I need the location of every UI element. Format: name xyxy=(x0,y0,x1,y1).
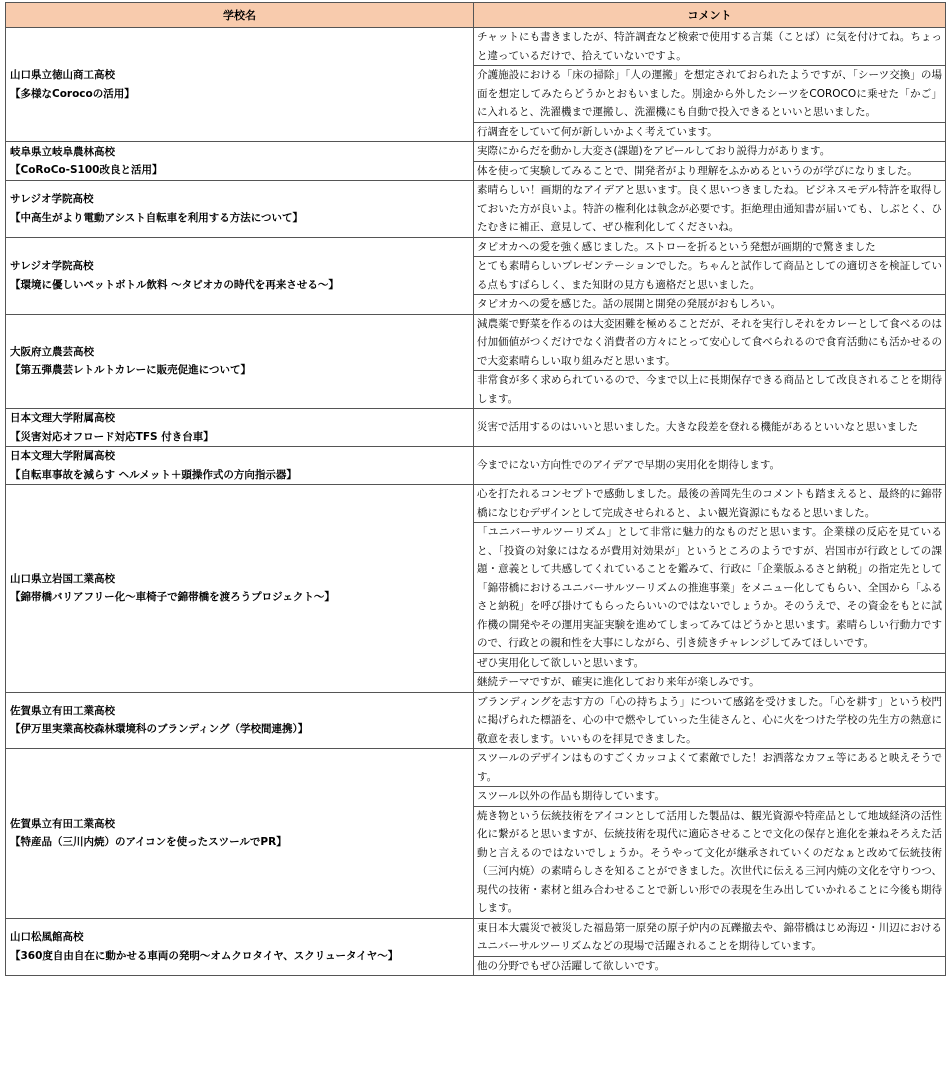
school-cell xyxy=(6,314,474,409)
school-cell xyxy=(6,918,474,976)
school-cell xyxy=(6,485,474,693)
comment-cell: ブランディングを志す方の「心の持ちよう」について感銘を受けました。「心を耕す」という校門に掲げられた標語を、心の中で燃やしていった生徒さんと、心に火をつけた学校の先生方の熱意に敬意を表します。いいものを拝見できました。 xyxy=(474,692,946,749)
comment-cell: とても素晴らしいプレゼンテーションでした。ちゃんと試作して商品としての適切さを検証している点もすばらしく、また知財の見方も適格だと思いました。 xyxy=(474,257,946,295)
project-title: 【第五弾農芸レトルトカレーに販売促進について】 xyxy=(10,364,251,377)
school-cell xyxy=(6,142,474,181)
comment-cell: 減農薬で野菜を作るのは大変困難を極めることだが、それを実行しそれをカレーとして食べるのは付加価値がつくだけでなく消費者の方々にとって安心して食べられるので食育活動にも活かせるので大変素晴らしい取り組みだと思います。 xyxy=(474,314,946,371)
project-title: 【伊万里実業高校森林環境科のブランディング（学校間連携）】 xyxy=(10,723,309,736)
project-title: 【多様なCorocoの活用】 xyxy=(10,87,135,100)
comment-cell: スツール以外の作品も期待しています。 xyxy=(474,787,946,807)
school-name: サレジオ学院高校 xyxy=(10,193,94,206)
table-row xyxy=(6,314,946,371)
table-row xyxy=(6,237,946,257)
project-title: 【自転車事故を減らす ヘルメット＋頭操作式の方向指示器】 xyxy=(10,468,297,481)
table-row xyxy=(6,409,946,447)
school-name: 岐阜県立岐阜農林高校 xyxy=(10,145,115,158)
comment-cell: 今までにない方向性でのアイデアで早期の実用化を期待します。 xyxy=(474,447,946,485)
school-name: サレジオ学院高校 xyxy=(10,260,94,272)
comment-cell: 災害で活用するのはいいと思いました。大きな段差を登れる機能があるといいなと思いました xyxy=(474,409,946,447)
table-row xyxy=(6,749,946,787)
comment-cell: 実際にからだを動かし大変さ(課題)をアピールしており説得力があります。 xyxy=(474,142,946,162)
comment-cell: 行調査をしていて何が新しいかよく考えています。 xyxy=(474,122,946,142)
project-title: 【災害対応オフロード対応TFS 付き台車】 xyxy=(10,430,214,443)
comment-cell: 焼き物という伝統技術をアイコンとして活用した製品は、観光資源や特産品として地域経済の活性化に繋がると思いますが、伝統技術を現代に適応させることで文化の保存と進化を兼ねそろえた活動と言えるのではないでしょうか。そうやって文化が継承されていくのだなぁと改めて伝統技術（三河内焼）の素晴らしさを知ることができました。次世代に伝える三河内焼の文化を守りつつ、現代の技術・素材と組み合わせることで新しい形での表現を生み出していかれることに今後も期待します。 xyxy=(474,806,946,918)
project-title: 【錦帯橋バリアフリー化～車椅子で錦帯橋を渡ろうプロジェクト～】 xyxy=(10,591,335,604)
header-school: 学校名 xyxy=(6,3,474,28)
comment-cell: 東日本大震災で被災した福島第一原発の原子炉内の瓦礫撤去や、錦帯橋はじめ海辺・川辺におけるユニバーサルツーリズムなどの現場で活躍されることを期待しています。 xyxy=(474,918,946,956)
comment-cell: 心を打たれるコンセプトで感動しました。最後の善岡先生のコメントも踏まえると、最終的に錦帯橋になじむデザインとして完成させられると、よい観光資源にもなると思いました。 xyxy=(474,485,946,523)
school-name: 佐賀県立有田工業高校 xyxy=(10,817,115,830)
school-cell xyxy=(6,28,474,142)
school-name: 大阪府立農芸高校 xyxy=(10,345,94,358)
comment-cell: チャットにも書きましたが、特許調査など検索で使用する言葉（ことば）に気を付けてね。ちょっと違っているだけで、拾えていないですよ。 xyxy=(474,28,946,66)
header-row xyxy=(6,3,946,28)
table-row xyxy=(6,692,946,749)
table-row xyxy=(6,28,946,66)
comment-sheet xyxy=(5,2,945,976)
comment-cell: 体を使って実験してみることで、開発者がより理解をふかめるというのが学びになりました。 xyxy=(474,161,946,181)
school-name: 日本文理大学附属高校 xyxy=(10,412,115,424)
school-cell xyxy=(6,181,474,238)
header-comment: コメント xyxy=(474,3,946,28)
school-name: 日本文理大学附属高校 xyxy=(10,450,115,462)
school-name: 山口県立徳山商工高校 xyxy=(10,69,115,81)
table-body xyxy=(6,28,946,976)
table-row xyxy=(6,181,946,238)
school-name: 山口県立岩国工業高校 xyxy=(10,572,115,585)
school-cell xyxy=(6,237,474,314)
comment-cell: タピオカへの愛を強く感じました。ストローを折るという発想が画期的で驚きました xyxy=(474,237,946,257)
comment-cell: 素晴らしい！画期的なアイデアと思います。良く思いつきましたね。ビジネスモデル特許を取得しておいた方が良いよ。特許の権利化は執念が必要です。拒絶理由通知書が届いても、しぶとく、ひたむきに補正、意見して、ぜひ権利化してくださいね。 xyxy=(474,181,946,238)
school-name: 佐賀県立有田工業高校 xyxy=(10,704,115,717)
table-row xyxy=(6,447,946,485)
comment-cell: 介護施設における「床の掃除」「人の運搬」を想定されておられたようですが、「シーツ交換」の場面を想定してみたらどうかとおもいました。別途から外したシーツをCOROCOに乗せた「かご」に入れると、洗濯機まで運搬し、洗濯機にも自動で投入できるといいと思いました。 xyxy=(474,66,946,123)
school-cell xyxy=(6,409,474,447)
comment-cell: 継続テーマですが、確実に進化しており来年が楽しみです。 xyxy=(474,673,946,693)
project-title: 【360度自由自在に動かせる車両の発明～オムクロタイヤ、スクリュータイヤ～】 xyxy=(10,949,399,962)
school-name: 山口松風館高校 xyxy=(10,931,84,944)
comment-cell: スツールのデザインはものすごくカッコよくて素敵でした！お洒落なカフェ等にあると映えそうです。 xyxy=(474,749,946,787)
comment-cell: タピオカへの愛を感じた。話の展開と開発の発展がおもしろい。 xyxy=(474,295,946,315)
school-cell xyxy=(6,749,474,919)
project-title: 【CoRoCo-S100改良と活用】 xyxy=(10,164,163,176)
school-cell xyxy=(6,447,474,485)
table-row xyxy=(6,918,946,956)
comment-cell: 非常食が多く求められているので、今まで以上に長期保存できる商品として改良されることを期待します。 xyxy=(474,371,946,409)
table-row xyxy=(6,142,946,162)
table-row xyxy=(6,485,946,523)
comment-cell: 他の分野でもぜひ活躍して欲しいです。 xyxy=(474,956,946,976)
school-cell xyxy=(6,692,474,749)
comment-cell: 「ユニバーサルツーリズム」として非常に魅力的なものだと思います。企業様の反応を見ていると、「投資の対象にはなるが費用対効果が」というところのようですが、岩国市が行政としての課題・意義として共感してくれていることを鑑みて、行政に「企業版ふるさと納税」の指定先として「錦帯橋におけるユニバーサルツーリズムの推進事業」をメニュー化してもらい、全国から「ふるさと納税」を呼び掛けてもらったらいいのではないでしょうか。そのうえで、その資金をもとに試作機の開発やその運用実証実験を進めてしまってみてはどうかと思います。素晴らしい行動力ですので、行政との親和性を大事にしながら、引き続きチャレンジしてみてほしいです。 xyxy=(474,523,946,654)
comment-cell: ぜひ実用化して欲しいと思います。 xyxy=(474,653,946,673)
project-title: 【特産品（三川内焼）のアイコンを使ったスツールでPR】 xyxy=(10,836,287,849)
comments-table xyxy=(5,2,946,976)
project-title: 【環境に優しいペットボトル飲料 ～タピオカの時代を再来させる～】 xyxy=(10,278,339,291)
project-title: 【中高生がより電動アシスト自転車を利用する方法について】 xyxy=(10,211,304,224)
